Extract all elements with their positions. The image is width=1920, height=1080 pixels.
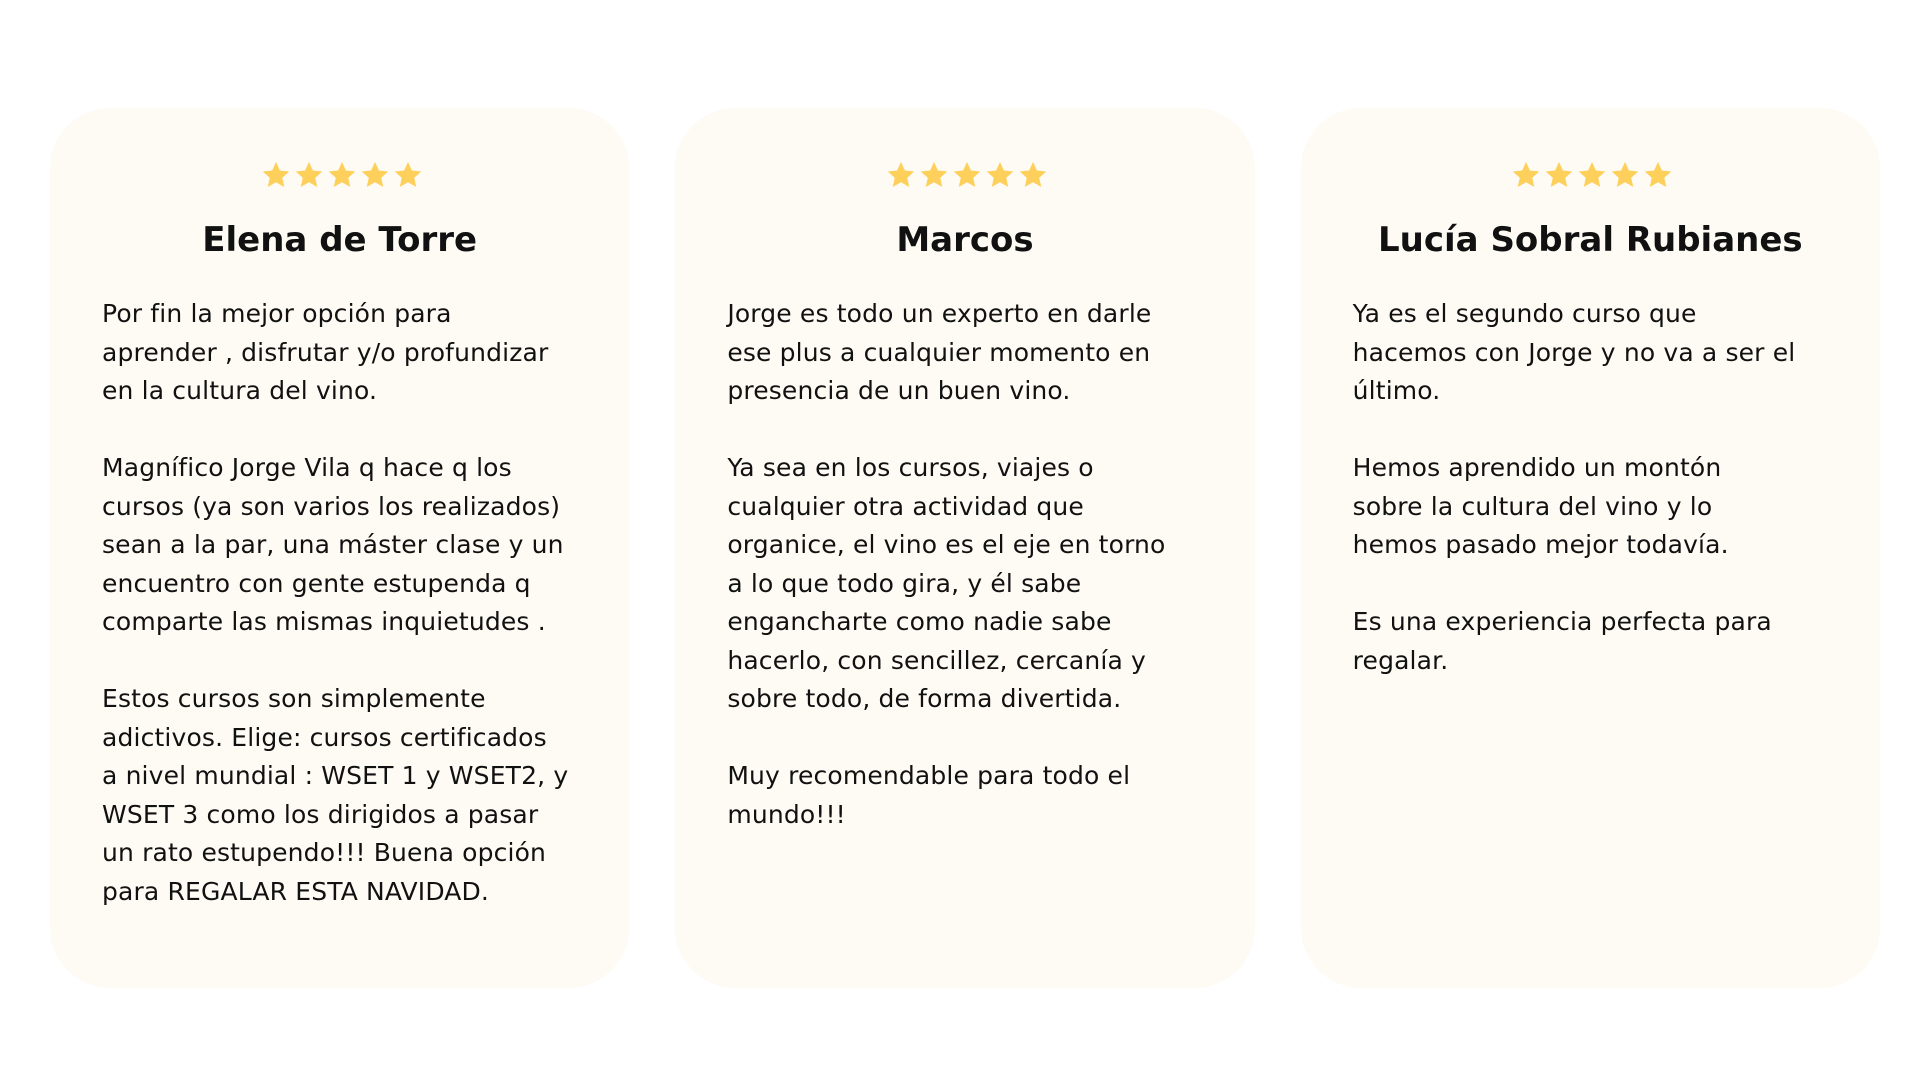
star-icon: [360, 160, 390, 190]
star-icon: [985, 160, 1015, 190]
reviewer-name: Elena de Torre: [202, 220, 478, 260]
review-card: [1301, 108, 1880, 988]
star-rating: [1511, 158, 1673, 192]
star-icon: [952, 160, 982, 190]
star-icon: [1544, 160, 1574, 190]
review-text: [102, 295, 589, 911]
reviewer-name: Lucía Sobral Rubianes: [1377, 220, 1803, 260]
testimonials-row: [50, 108, 1880, 988]
star-icon: [294, 160, 324, 190]
review-paragraph: Hemos aprendido un montón sobre la cultura del vino y lo hemos pasado mejor todavía.: [1352, 453, 1729, 559]
star-icon: [327, 160, 357, 190]
star-icon: [1610, 160, 1640, 190]
star-icon: [261, 160, 291, 190]
review-paragraph: Es una experiencia perfecta para regalar.: [1352, 607, 1772, 675]
star-icon: [886, 160, 916, 190]
review-paragraph: Estos cursos son simplemente adictivos. Elige: cursos certificados a nivel mundial : WSET 1 y WSET2, y WSET 3 como los dirigidos a pasar un rato estupendo!!! Buena opción para REGALAR ESTA NAVIDAD.: [102, 684, 569, 906]
star-icon: [393, 160, 423, 190]
star-rating: [886, 158, 1048, 192]
star-icon: [1643, 160, 1673, 190]
star-rating: [261, 158, 423, 192]
review-paragraph: Por fin la mejor opción para aprender , disfrutar y/o profundizar en la cultura del vino.: [102, 299, 549, 405]
review-paragraph: Ya es el segundo curso que hacemos con Jorge y no va a ser el último.: [1352, 299, 1796, 405]
review-paragraph: Magnífico Jorge Vila q hace q los cursos (ya son varios los realizados) sean a la par, una máster clase y un encuentro con gente estupenda q comparte las mismas inquietudes .: [102, 453, 564, 636]
reviewer-name: Marcos: [896, 220, 1034, 260]
review-card: [675, 108, 1254, 988]
star-icon: [1511, 160, 1541, 190]
review-paragraph: Ya sea en los cursos, viajes o cualquier otra actividad que organice, el vino es el eje en torno a lo que todo gira, y él sabe engancharte como nadie sabe hacerlo, con sencillez, cercanía y sobre todo, de forma divertida.: [727, 453, 1166, 713]
review-paragraph: Jorge es todo un experto en darle ese plus a cualquier momento en presencia de un buen vino.: [727, 299, 1152, 405]
review-paragraph: Muy recomendable para todo el mundo!!!: [727, 761, 1131, 829]
star-icon: [1577, 160, 1607, 190]
review-card: [50, 108, 629, 988]
star-icon: [919, 160, 949, 190]
review-text: [727, 295, 1214, 834]
star-icon: [1018, 160, 1048, 190]
review-text: [1353, 295, 1840, 680]
